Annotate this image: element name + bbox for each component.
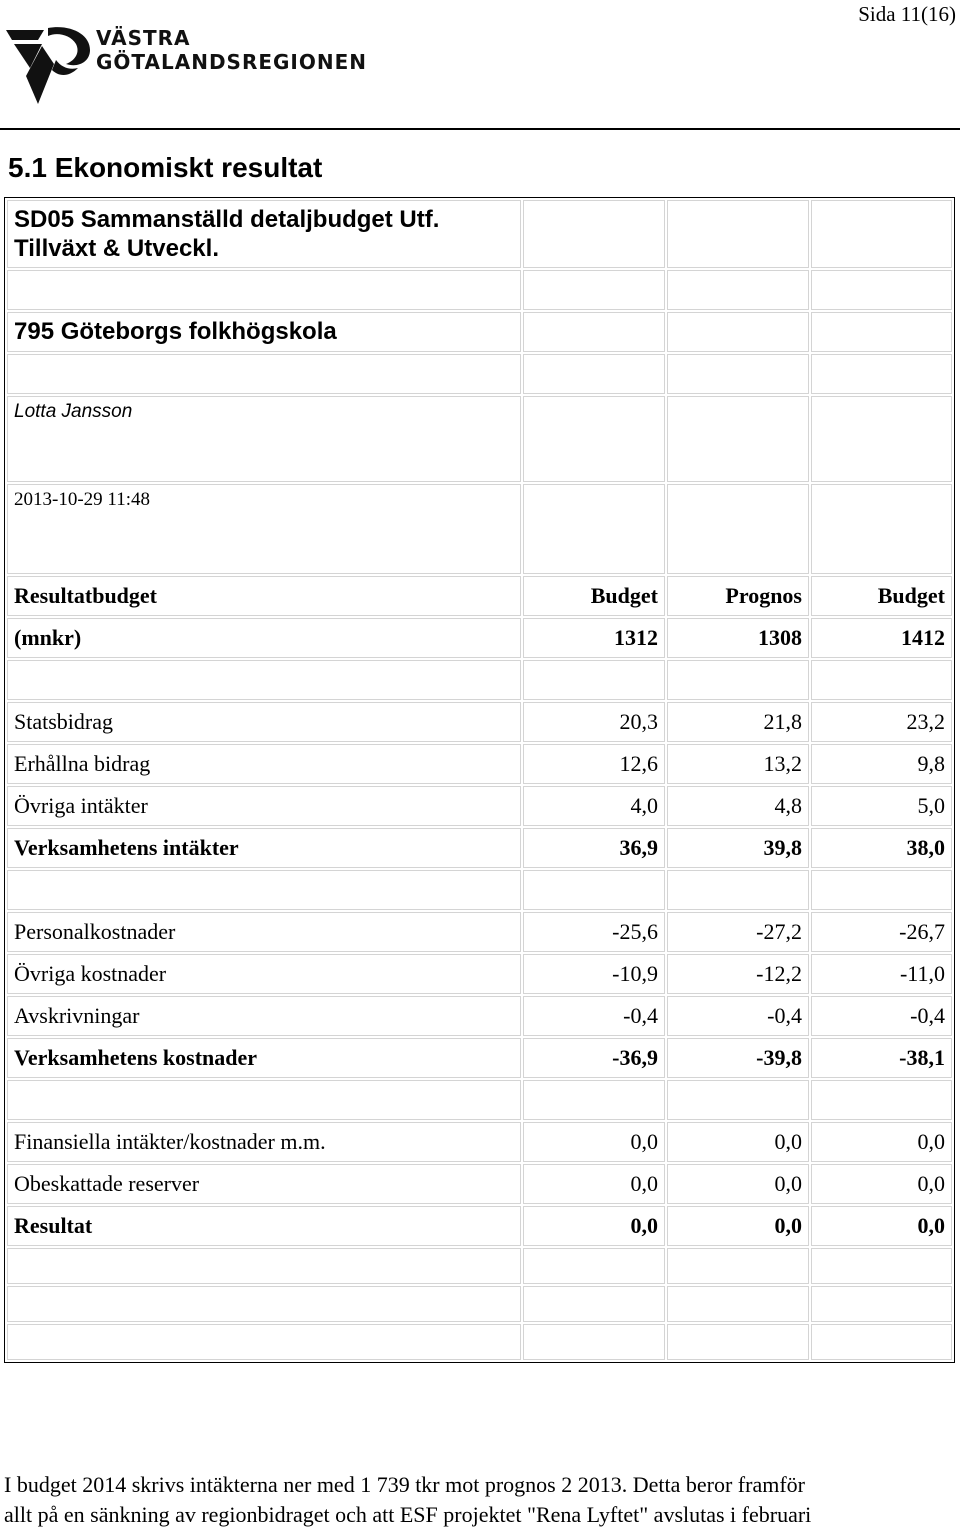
table-row xyxy=(7,912,952,952)
cell-budget-1312: -36,9 xyxy=(523,1038,665,1078)
table-row xyxy=(7,702,952,742)
table-row xyxy=(7,786,952,826)
table-row xyxy=(7,996,952,1036)
report-datetime: 2013-10-29 11:48 xyxy=(7,484,521,574)
page-number: Sida 11(16) xyxy=(858,2,956,26)
logo-line-2: GÖTALANDSREGIONEN xyxy=(96,50,368,74)
cell-budget-1412: 5,0 xyxy=(811,786,952,826)
header-divider xyxy=(0,128,960,130)
cell-budget-1412: 9,8 xyxy=(811,744,952,784)
header-label: Resultatbudget xyxy=(7,576,521,616)
report-title: SD05 Sammanställd detaljbudget Utf. Tillväxt & Utveckl. xyxy=(7,200,521,268)
cell-budget-1412: 0,0 xyxy=(811,1122,952,1162)
column-subheader-row xyxy=(7,618,952,658)
datetime-row xyxy=(7,484,952,574)
spacer-row xyxy=(7,1080,952,1120)
cell-prognos-1308: 0,0 xyxy=(667,1122,809,1162)
cell-budget-1412: 38,0 xyxy=(811,828,952,868)
table-row xyxy=(7,1122,952,1162)
row-label: Obeskattade reserver xyxy=(7,1164,521,1204)
unit-row xyxy=(7,312,952,352)
cell-budget-1412: 0,0 xyxy=(811,1206,952,1246)
explanatory-paragraph xyxy=(4,1470,954,1530)
row-label: Övriga intäkter xyxy=(7,786,521,826)
cell-budget-1312: 12,6 xyxy=(523,744,665,784)
table-row xyxy=(7,1164,952,1204)
cell-budget-1312: 20,3 xyxy=(523,702,665,742)
table-row xyxy=(7,954,952,994)
cell-prognos-1308: -12,2 xyxy=(667,954,809,994)
spacer-row xyxy=(7,870,952,910)
cell-budget-1312: 4,0 xyxy=(523,786,665,826)
region-emblem-icon xyxy=(4,24,94,108)
cell-prognos-1308: 0,0 xyxy=(667,1164,809,1204)
row-label: Statsbidrag xyxy=(7,702,521,742)
cell-budget-1312: 0,0 xyxy=(523,1164,665,1204)
result-row xyxy=(7,1206,952,1246)
row-label: Avskrivningar xyxy=(7,996,521,1036)
cell-budget-1412: 0,0 xyxy=(811,1164,952,1204)
row-label: Finansiella intäkter/kostnader m.m. xyxy=(7,1122,521,1162)
cell-budget-1312: 0,0 xyxy=(523,1206,665,1246)
total-row-costs xyxy=(7,1038,952,1078)
spacer-row xyxy=(7,1286,952,1322)
header-col-prognos-1308: Prognos xyxy=(667,576,809,616)
subheader-col-2: 1308 xyxy=(667,618,809,658)
logo-wordmark xyxy=(96,26,367,74)
paragraph-line-1: I budget 2014 skrivs intäkterna ner med 1 739 tkr mot prognos 2 2013. Detta beror framför xyxy=(4,1472,805,1497)
cell-budget-1412: 23,2 xyxy=(811,702,952,742)
unit-name: 795 Göteborgs folkhögskola xyxy=(7,312,521,352)
cell-budget-1312: -10,9 xyxy=(523,954,665,994)
spacer-row xyxy=(7,354,952,394)
result-budget-table xyxy=(4,197,955,1363)
author-name: Lotta Jansson xyxy=(7,396,521,482)
cell-prognos-1308: -27,2 xyxy=(667,912,809,952)
table-row xyxy=(7,744,952,784)
cell-prognos-1308: -39,8 xyxy=(667,1038,809,1078)
cell-prognos-1308: 39,8 xyxy=(667,828,809,868)
row-label: Övriga kostnader xyxy=(7,954,521,994)
spacer-row xyxy=(7,1324,952,1360)
cell-budget-1312: -25,6 xyxy=(523,912,665,952)
spacer-row xyxy=(7,270,952,310)
logo-line-1: VÄSTRA xyxy=(96,26,191,50)
section-title: 5.1 Ekonomiskt resultat xyxy=(8,152,323,183)
author-row xyxy=(7,396,952,482)
cell-budget-1412: -0,4 xyxy=(811,996,952,1036)
cell-budget-1412: -26,7 xyxy=(811,912,952,952)
total-row-income xyxy=(7,828,952,868)
header-col-budget-1412: Budget xyxy=(811,576,952,616)
subheader-col-1: 1312 xyxy=(523,618,665,658)
cell-budget-1312: -0,4 xyxy=(523,996,665,1036)
subheader-label: (mnkr) xyxy=(7,618,521,658)
cell-budget-1312: 0,0 xyxy=(523,1122,665,1162)
header-col-budget-1312: Budget xyxy=(523,576,665,616)
row-label: Verksamhetens intäkter xyxy=(7,828,521,868)
spacer-row xyxy=(7,1248,952,1284)
cell-prognos-1308: 4,8 xyxy=(667,786,809,826)
cell-prognos-1308: 21,8 xyxy=(667,702,809,742)
cell-budget-1312: 36,9 xyxy=(523,828,665,868)
cell-prognos-1308: 0,0 xyxy=(667,1206,809,1246)
cell-prognos-1308: -0,4 xyxy=(667,996,809,1036)
cell-prognos-1308: 13,2 xyxy=(667,744,809,784)
column-header-row xyxy=(7,576,952,616)
row-label: Verksamhetens kostnader xyxy=(7,1038,521,1078)
subheader-col-3: 1412 xyxy=(811,618,952,658)
cell-budget-1412: -11,0 xyxy=(811,954,952,994)
row-label: Resultat xyxy=(7,1206,521,1246)
report-title-row xyxy=(7,200,952,268)
spacer-row xyxy=(7,660,952,700)
paragraph-line-2: allt på en sänkning av regionbidraget och att ESF projektet "Rena Lyftet" avslutas i februari xyxy=(4,1502,812,1527)
vastra-gotalandsregionen-logo xyxy=(4,24,394,108)
cell-budget-1412: -38,1 xyxy=(811,1038,952,1078)
row-label: Personalkostnader xyxy=(7,912,521,952)
row-label: Erhållna bidrag xyxy=(7,744,521,784)
